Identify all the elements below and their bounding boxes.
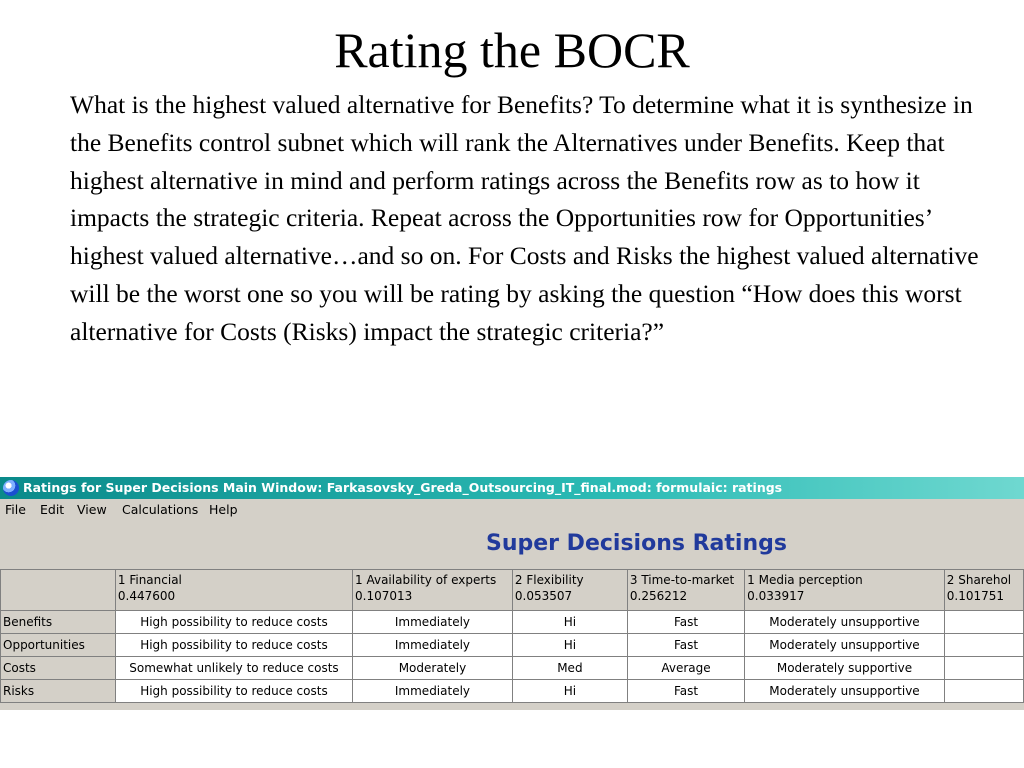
rating-cell[interactable]: Hi bbox=[512, 680, 627, 703]
ratings-header bbox=[0, 521, 1024, 569]
column-header[interactable] bbox=[115, 570, 352, 611]
rating-cell[interactable]: Somewhat unlikely to reduce costs bbox=[115, 657, 352, 680]
table-header-row bbox=[1, 570, 1024, 611]
column-name: 1 Availability of experts bbox=[355, 573, 497, 587]
column-name: 3 Time-to-market bbox=[629, 573, 735, 587]
rating-cell[interactable]: Immediately bbox=[353, 634, 513, 657]
rating-cell[interactable] bbox=[944, 611, 1023, 634]
column-weight: 0.053507 bbox=[514, 589, 573, 603]
column-header[interactable] bbox=[627, 570, 744, 611]
app-icon bbox=[3, 480, 19, 496]
ratings-heading: Super Decisions Ratings bbox=[486, 531, 787, 556]
table-row bbox=[1, 634, 1024, 657]
column-header[interactable] bbox=[353, 570, 513, 611]
rating-cell[interactable]: High possibility to reduce costs bbox=[115, 611, 352, 634]
column-name: 1 Media perception bbox=[747, 573, 863, 587]
column-name: 2 Flexibility bbox=[514, 573, 584, 587]
ratings-table bbox=[0, 569, 1024, 703]
ratings-window bbox=[0, 477, 1024, 710]
window-title: Ratings for Super Decisions Main Window: Farkasovsky_Greda_Outsourcing_IT_final.mod: formulaic: ratings bbox=[23, 480, 783, 495]
column-weight: 0.256212 bbox=[629, 589, 688, 603]
menu-bar bbox=[0, 499, 1024, 521]
rating-cell[interactable]: Moderately bbox=[353, 657, 513, 680]
window-title-bar[interactable] bbox=[0, 477, 1024, 499]
menu-edit[interactable]: Edit bbox=[40, 502, 65, 517]
menu-file[interactable]: File bbox=[5, 502, 26, 517]
rating-cell[interactable]: Fast bbox=[627, 634, 744, 657]
rating-cell[interactable] bbox=[944, 680, 1023, 703]
table-row bbox=[1, 657, 1024, 680]
column-header[interactable] bbox=[944, 570, 1023, 611]
column-header[interactable] bbox=[512, 570, 627, 611]
column-header[interactable] bbox=[745, 570, 945, 611]
rating-cell[interactable]: Immediately bbox=[353, 611, 513, 634]
rating-cell[interactable]: Hi bbox=[512, 611, 627, 634]
rating-cell[interactable]: Moderately supportive bbox=[745, 657, 945, 680]
slide-title: Rating the BOCR bbox=[334, 22, 690, 78]
table-corner bbox=[1, 570, 116, 611]
table-row bbox=[1, 680, 1024, 703]
column-weight: 0.447600 bbox=[117, 589, 176, 603]
rating-cell[interactable] bbox=[944, 657, 1023, 680]
menu-view[interactable]: View bbox=[77, 502, 107, 517]
rating-cell[interactable]: High possibility to reduce costs bbox=[115, 634, 352, 657]
menu-calculations[interactable]: Calculations bbox=[122, 502, 199, 517]
row-label-benefits: Benefits bbox=[1, 611, 116, 634]
rating-cell[interactable]: Moderately unsupportive bbox=[745, 634, 945, 657]
column-weight: 0.033917 bbox=[747, 589, 805, 603]
slide-body-text: What is the highest valued alternative for Benefits? To determine what it is synthesize in the Benefits control subnet which will rank the Alternatives under Benefits. Keep that highest alternative in mind and perform ratings across the Benefits row as to how it impacts the strategic criteria. Repeat across the Opportunities row for Opportunities’ highest valued alternative…and so on. For Costs and Risks the highest valued alternative will be the worst one so you will be rating by asking the question “How does this worst alternative for Costs (Risks) impact the strategic criteria?” bbox=[70, 90, 979, 346]
table-row bbox=[1, 611, 1024, 634]
column-name: 2 Sharehol bbox=[946, 573, 1012, 587]
rating-cell[interactable]: Fast bbox=[627, 680, 744, 703]
rating-cell[interactable]: High possibility to reduce costs bbox=[115, 680, 352, 703]
rating-cell[interactable] bbox=[944, 634, 1023, 657]
column-weight: 0.101751 bbox=[946, 589, 1005, 603]
row-label-risks: Risks bbox=[1, 680, 116, 703]
column-name: 1 Financial bbox=[117, 573, 182, 587]
rating-cell[interactable]: Average bbox=[627, 657, 744, 680]
rating-cell[interactable]: Moderately unsupportive bbox=[745, 680, 945, 703]
menu-help[interactable]: Help bbox=[209, 502, 238, 517]
column-weight: 0.107013 bbox=[355, 589, 413, 603]
rating-cell[interactable]: Moderately unsupportive bbox=[745, 611, 945, 634]
rating-cell[interactable]: Hi bbox=[512, 634, 627, 657]
rating-cell[interactable]: Fast bbox=[627, 611, 744, 634]
rating-cell[interactable]: Immediately bbox=[353, 680, 513, 703]
row-label-costs: Costs bbox=[1, 657, 116, 680]
rating-cell[interactable]: Med bbox=[512, 657, 627, 680]
row-label-opportunities: Opportunities bbox=[1, 634, 116, 657]
